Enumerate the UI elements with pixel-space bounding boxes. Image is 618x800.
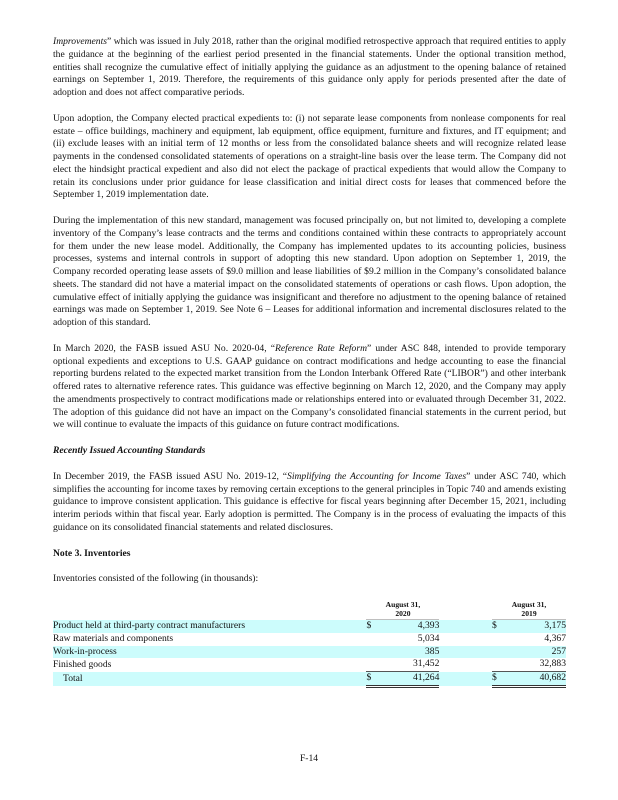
paragraph-reference-rate-reform: In March 2020, the FASB issued ASU No. 2020-04, “Reference Rate Reform” under ASC 848, intended to provide temporary optional expedients and exceptions to U.S. GAAP guidance on contract modifications and hedge accounting to ease the financial reporting burdens related to the expected market transition from the London Interbank Offered Rate (“LIBOR”) and other interbank offered rates to alternative reference rates. This guidance was effective beginning on March 12, 2020, and the Company may apply the amendments prospectively to contract modifications made or relationships entered into or evaluated through December 31, 2022. The adoption of this guidance did not have an impact on the Company’s consolidated financial statements in the current period, but we will continue to evaluate the impacts of this guidance on future contract modifications. [53,342,566,431]
paragraph-practical-expedients: Upon adoption, the Company elected practical expedients to: (i) not separate lease components from nonlease components for real estate – office buildings, machinery and equipment, lab equipment, office equipment, furniture and fixtures, and IT equipment; and (ii) exclude leases with an initial term of 12 months or less from the consolidated balance sheets and will recognize related lease payments in the condensed consolidated statements of operations on a straight-line basis over the lease term. The Company did not elect the hindsight practical expedient and also did not elect the package of practical expedients that would allow the Company to retain its conclusions under prior guidance for lease classification and initial direct costs for leases that commenced before the September 1, 2019 implementation date. [53,112,566,201]
paragraph-lease-transition: Improvements” which was issued in July 2018, rather than the original modified retrospective approach that required entities to apply the guidance at the beginning of the earliest period presented in the financial statements. Under the optional transition method, entities shall recognize the cumulative effect of initially applying the guidance as an adjustment to the opening balance of retained earnings on September 1, 2019. Therefore, the requirements of this guidance only apply for periods presented after the date of adoption and does not affect comparative periods. [53,36,566,98]
column-header-2019: August 31, 2019 [492,600,566,620]
italic-standard-name: Simplifying the Accounting for Income Taxes [287,470,467,482]
italic-standard-name: Improvements [53,36,107,47]
section-heading-recently-issued: Recently Issued Accounting Standards [53,445,206,456]
italic-standard-name: Reference Rate Reform [274,342,367,354]
page-number: F-14 [299,753,319,764]
table-row: Finished goods 31,452 32,883 [53,658,566,671]
column-header-2020: August 31, 2020 [366,600,439,620]
table-row: Work-in-process 385 257 [53,645,566,657]
inventories-intro: Inventories consisted of the following (in thousands): [53,573,259,585]
inventories-table [53,600,566,688]
paragraph-implementation: During the implementation of this new standard, management was focused principally on, but not limited to, developing a complete inventory of the Company’s lease contracts and the terms and conditions contained within these contracts to appropriately account for them under the new lease model. Additionally, the Company has implemented updates to its accounting policies, business processes, systems and internal controls in support of adopting this new standard. Upon adoption on September 1, 2019, the Company recorded operating lease assets of $9.0 million and lease liabilities of $9.2 million in the Company’s consolidated balance sheets. The standard did not have a material impact on the consolidated statements of operations or cash flows. Upon adoption, the cumulative effect of initially applying the guidance was insignificant and therefore no adjustment to the opening balance of retained earnings was made on September 1, 2019. See Note 6 – Leases for additional information and incremental disclosures related to the adoption of this standard. [53,215,566,328]
table-row: Product held at third-party contract manufacturers $ 4,393 $ 3,175 [53,619,566,631]
table-total-row: Total $ 41,264 $ 40,682 [53,672,566,687]
document-page [53,36,566,688]
table-row: Raw materials and components 5,034 4,367 [53,632,566,644]
paragraph-income-taxes: In December 2019, the FASB issued ASU No. 2019-12, “Simplifying the Accounting for Income Taxes” under ASC 740, which simplifies the accounting for income taxes by removing certain exceptions to the general principles in Topic 740 and amends existing guidance to improve consistent application. This guidance is effective for fiscal years beginning after December 15, 2021, including interim periods within that fiscal year. Early adoption is permitted. The Company is in the process of evaluating the impacts of this guidance on its consolidated financial statements and related disclosures. [53,470,566,533]
table-header-row [53,600,566,620]
note-heading-inventories: Note 3. Inventories [53,547,131,559]
